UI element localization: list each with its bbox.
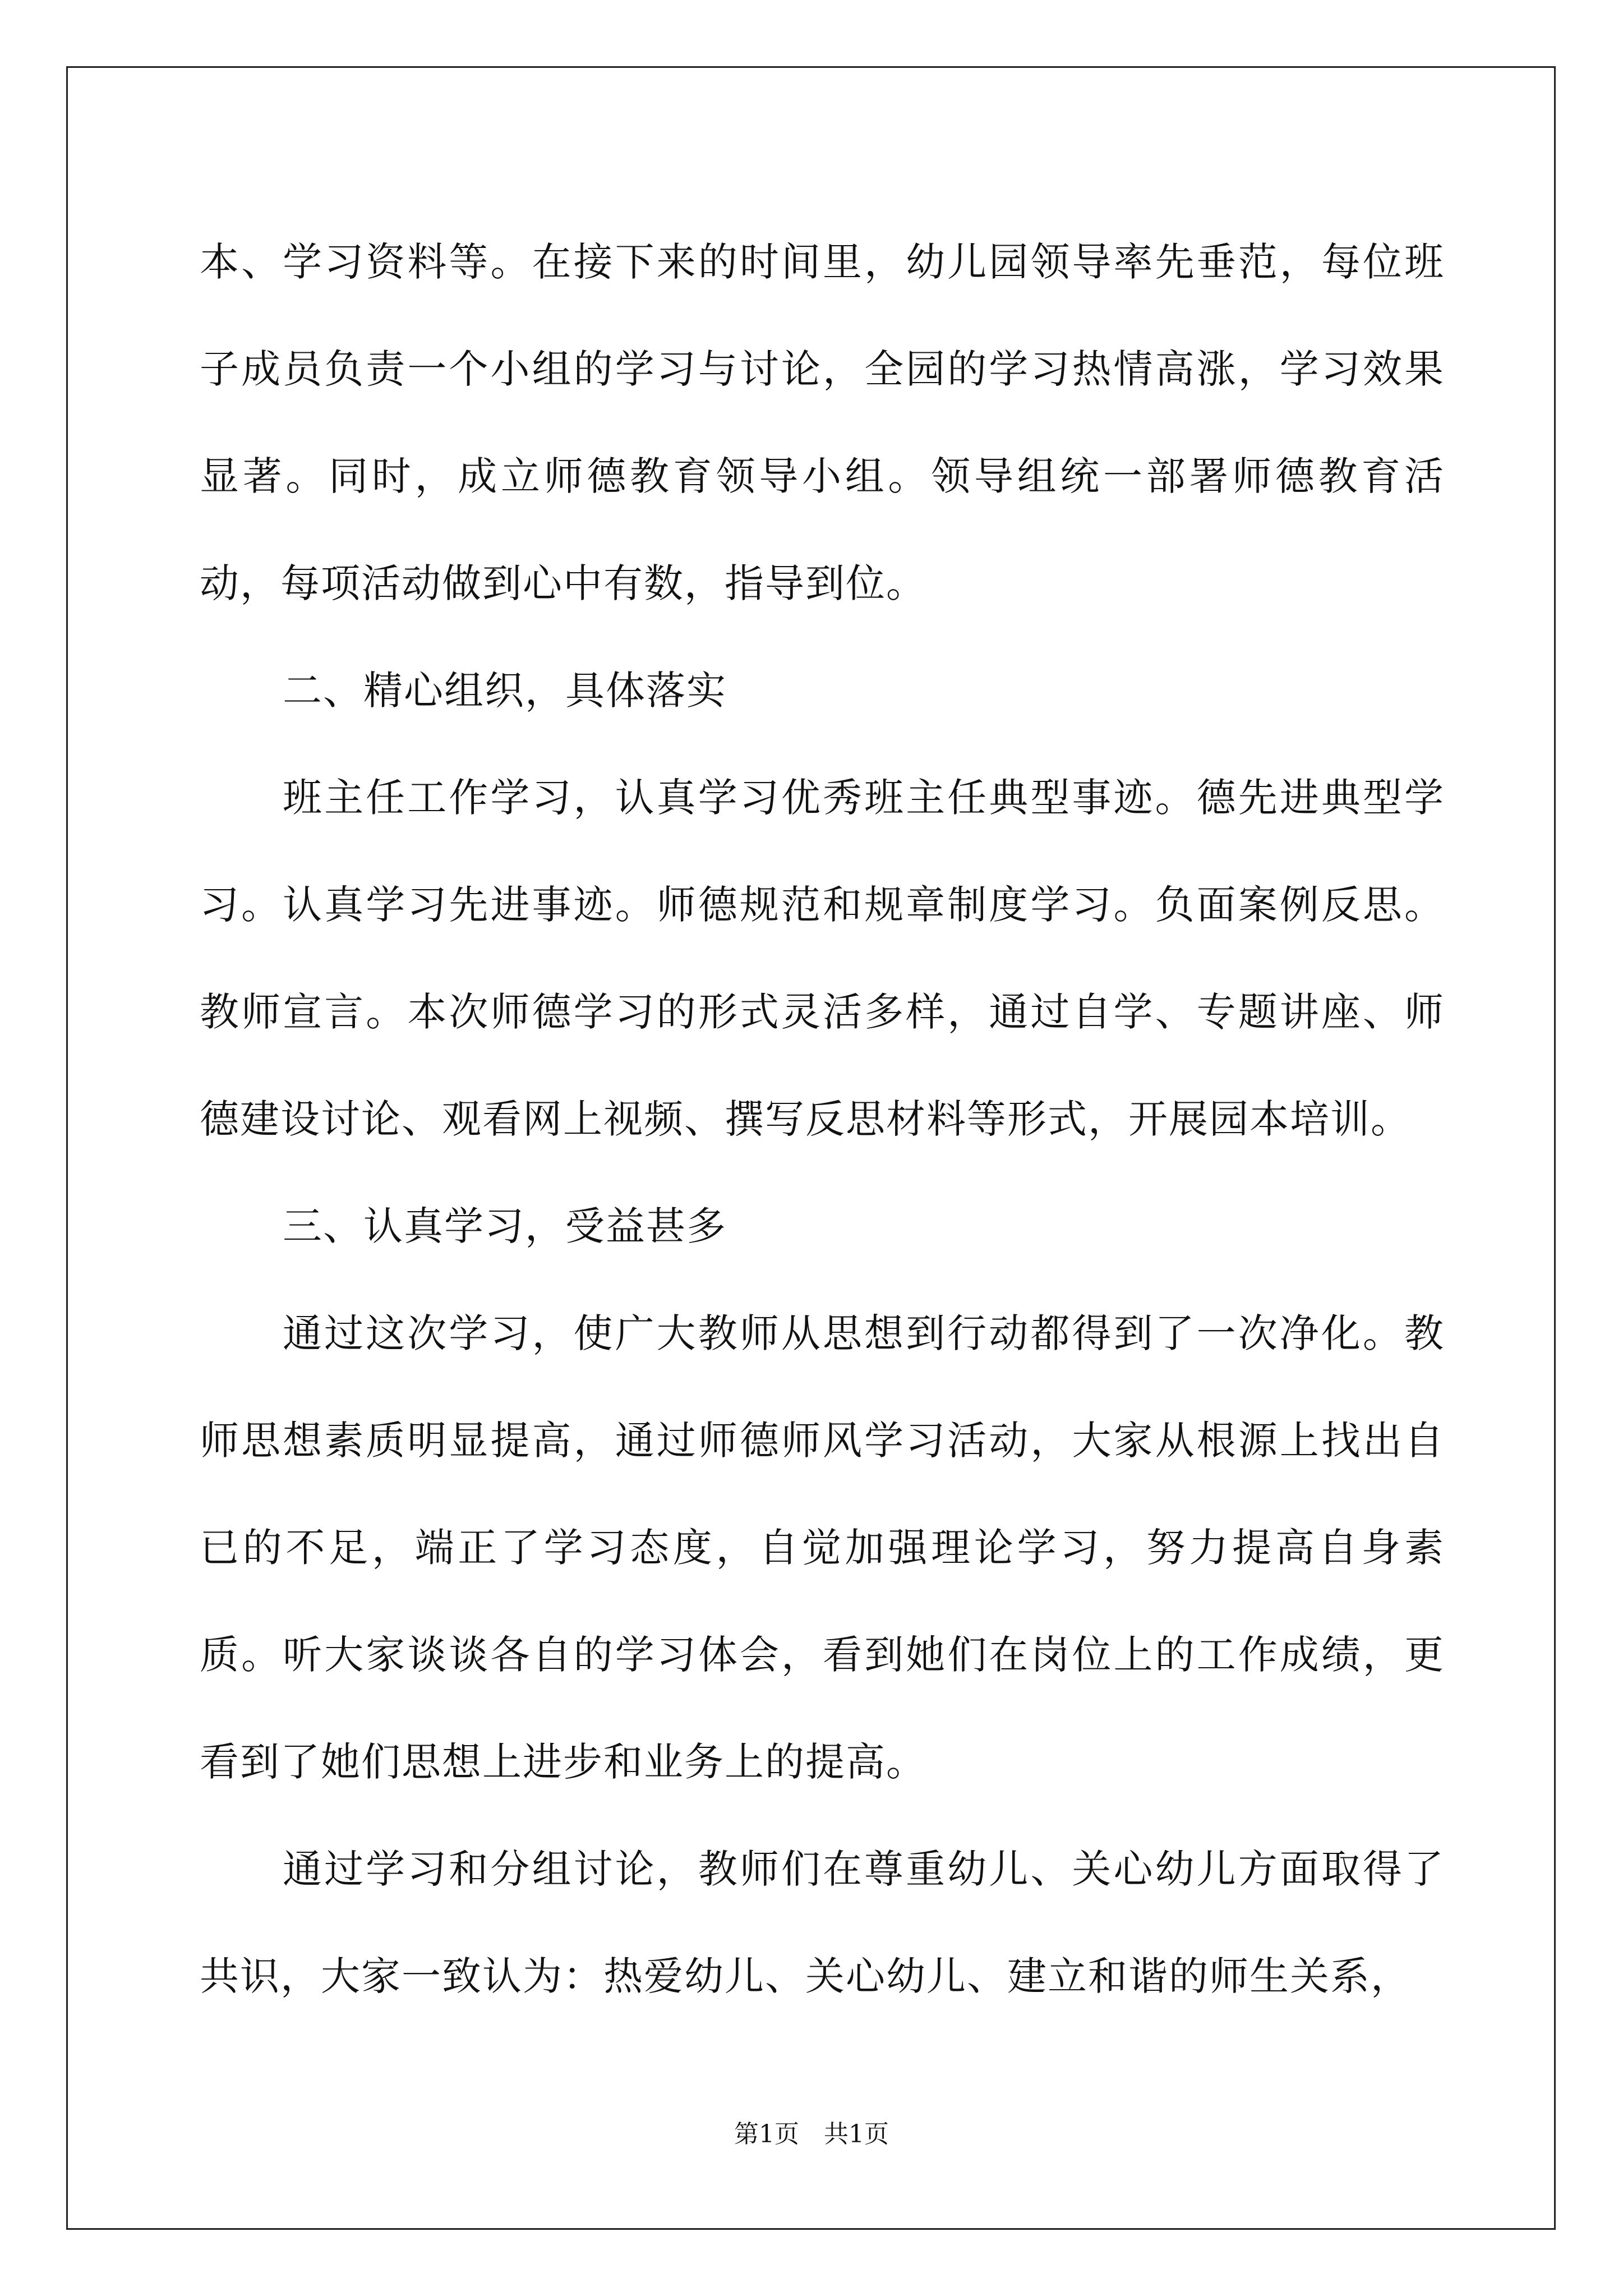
paragraph-discussion: 通过学习和分组讨论，教师们在尊重幼儿、关心幼儿方面取得了共识，大家一致认为：热爱幼儿、关心幼儿、建立和谐的师生关系， (200, 1846, 1445, 1999)
document-body (200, 209, 1445, 2030)
section-heading-3: 三、认真学习，受益甚多 (283, 1203, 727, 1249)
section-heading-2: 二、精心组织，具体落实 (283, 668, 727, 714)
paragraph-intro: 本、学习资料等。在接下来的时间里，幼儿园领导率先垂范，每位班子成员负责一个小组的学习与讨论，全园的学习热情高涨，学习效果显著。同时，成立师德教育领导小组。领导组统一部署师德教育活动，每项活动做到心中有数，指导到位。 (200, 239, 1445, 606)
paragraph-section-3: 通过这次学习，使广大教师从思想到行动都得到了一次净化。教师思想素质明显提高，通过师德师风学习活动，大家从根源上找出自已的不足，端正了学习态度，自觉加强理论学习，努力提高自身素质。听大家谈谈各自的学习体会，看到她们在岗位上的工作成绩，更看到了她们思想上进步和业务上的提高。 (200, 1310, 1445, 1785)
paragraph-section-2: 班主任工作学习，认真学习优秀班主任典型事迹。德先进典型学习。认真学习先进事迹。师德规范和规章制度学习。负面案例反思。教师宣言。本次师德学习的形式灵活多样，通过自学、专题讲座、师德建设讨论、观看网上视频、撰写反思材料等形式，开展园本培训。 (200, 775, 1445, 1142)
page-number-footer: 第1页 共1页 (734, 2120, 889, 2148)
